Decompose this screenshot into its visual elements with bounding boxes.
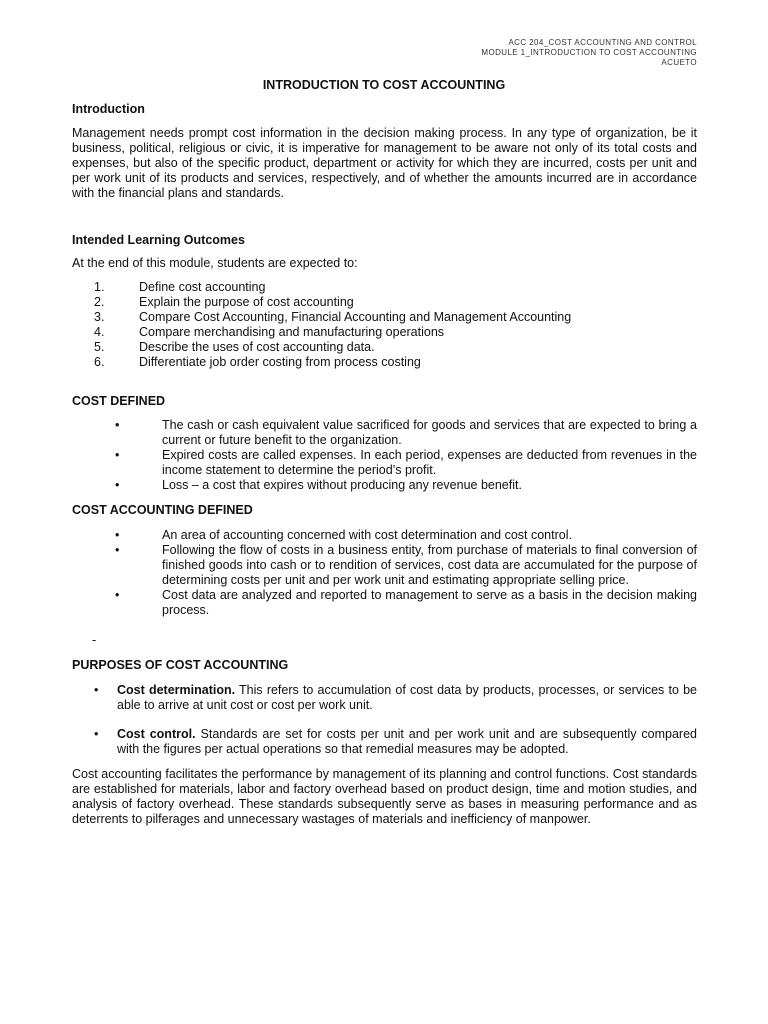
list-item — [115, 543, 697, 588]
list-item — [94, 340, 694, 355]
list-number: 2. — [94, 295, 105, 309]
cost-accounting-defined-heading: COST ACCOUNTING DEFINED — [72, 503, 253, 517]
list-text: Compare merchandising and manufacturing operations — [139, 325, 445, 339]
list-item — [115, 448, 697, 478]
list-text: Loss – a cost that expires without producing any revenue benefit. — [162, 478, 522, 492]
purpose-term: Cost control. — [117, 727, 196, 741]
list-item — [94, 355, 694, 370]
list-item — [94, 280, 694, 295]
list-text: An area of accounting concerned with cost determination and cost control. — [162, 528, 572, 542]
intro-heading: Introduction — [72, 102, 145, 116]
page-title: INTRODUCTION TO COST ACCOUNTING — [262, 78, 506, 92]
list-number: 3. — [94, 310, 105, 324]
list-item — [94, 295, 694, 310]
list-number: 1. — [94, 280, 105, 294]
bullet-icon: • — [115, 528, 120, 542]
list-number: 4. — [94, 325, 105, 339]
list-item — [115, 588, 697, 618]
bullet-icon: • — [115, 588, 120, 602]
list-text: Differentiate job order costing from process costing — [139, 355, 421, 369]
list-number: 5. — [94, 340, 105, 354]
list-item — [94, 310, 694, 325]
list-item — [94, 325, 694, 340]
bullet-icon: • — [94, 683, 99, 697]
running-header — [481, 38, 697, 68]
purposes-list — [94, 683, 697, 757]
outcomes-lead: At the end of this module, students are expected to: — [72, 256, 358, 270]
closing-paragraph: Cost accounting facilitates the performance by management of its planning and control functions. Cost standards are established for materials, labor and factory overhead based on product design, time and motion studies, and analysis of factory overhead. These standards subsequently serve as bases in measuring performance and as deterrents to pilferages and unnecessary wastages of materials and inefficiency of manpower. — [72, 767, 697, 826]
cost-defined-heading: COST DEFINED — [72, 394, 166, 408]
list-item — [115, 478, 697, 493]
list-text: Compare Cost Accounting, Financial Accounting and Management Accounting — [139, 310, 572, 324]
list-text — [117, 727, 697, 757]
list-item — [115, 418, 697, 448]
intro-paragraph: Management needs prompt cost information in the decision making process. In any type of organization, be it business, political, religious or civic, it is imperative for management to be aware not only of its total costs and expenses, but also of the specific product, department or activity for which they are incurred, costs per unit and per work unit of its products and services, respectively, and of whether the amounts incurred are in accordance with the financial plans and standards. — [72, 126, 697, 200]
outcomes-list — [94, 280, 694, 370]
bullet-icon: • — [94, 727, 99, 741]
purposes-heading: PURPOSES OF COST ACCOUNTING — [72, 658, 289, 672]
stray-dash: - — [92, 633, 97, 647]
list-text: Explain the purpose of cost accounting — [139, 295, 354, 309]
list-text: Expired costs are called expenses. In each period, expenses are deducted from revenues in the income statement to determine the period’s profit. — [162, 448, 697, 477]
purpose-description: This refers to accumulation of cost data by products, processes, or services to be able to arrive at unit cost or cost per work unit. — [117, 683, 697, 712]
outcomes-heading: Intended Learning Outcomes — [72, 233, 245, 247]
list-text: Define cost accounting — [139, 280, 266, 294]
purpose-description: Standards are set for costs per unit and per work unit and are subsequently compared with the figures per actual operations so that remedial measures may be adopted. — [117, 727, 698, 756]
cost-accounting-defined-list — [115, 528, 697, 618]
list-text: The cash or cash equivalent value sacrificed for goods and services that are expected to bring a current or future benefit to the organization. — [162, 418, 697, 447]
bullet-icon: • — [115, 478, 120, 492]
list-text: Cost data are analyzed and reported to management to serve as a basis in the decision making process. — [162, 588, 697, 617]
list-text: Following the flow of costs in a business entity, from purchase of materials to final conversion of finished goods into cash or to rendition of services, cost data are accumulated for the purpose of determining costs per unit and per work unit and estimating appropriate selling price. — [162, 543, 697, 587]
list-item — [94, 727, 697, 757]
header-author: ACUETO — [661, 58, 697, 67]
list-item — [94, 683, 697, 713]
purpose-term: Cost determination. — [117, 683, 236, 697]
list-item — [115, 528, 697, 543]
bullet-icon: • — [115, 448, 120, 462]
cost-defined-list — [115, 418, 697, 493]
list-text — [117, 683, 697, 713]
header-course: ACC 204_COST ACCOUNTING AND CONTROL — [508, 38, 697, 47]
list-number: 6. — [94, 355, 105, 369]
bullet-icon: • — [115, 418, 120, 432]
header-module: MODULE 1_INTRODUCTION TO COST ACCOUNTING — [481, 48, 697, 57]
bullet-icon: • — [115, 543, 120, 557]
list-text: Describe the uses of cost accounting data. — [139, 340, 375, 354]
